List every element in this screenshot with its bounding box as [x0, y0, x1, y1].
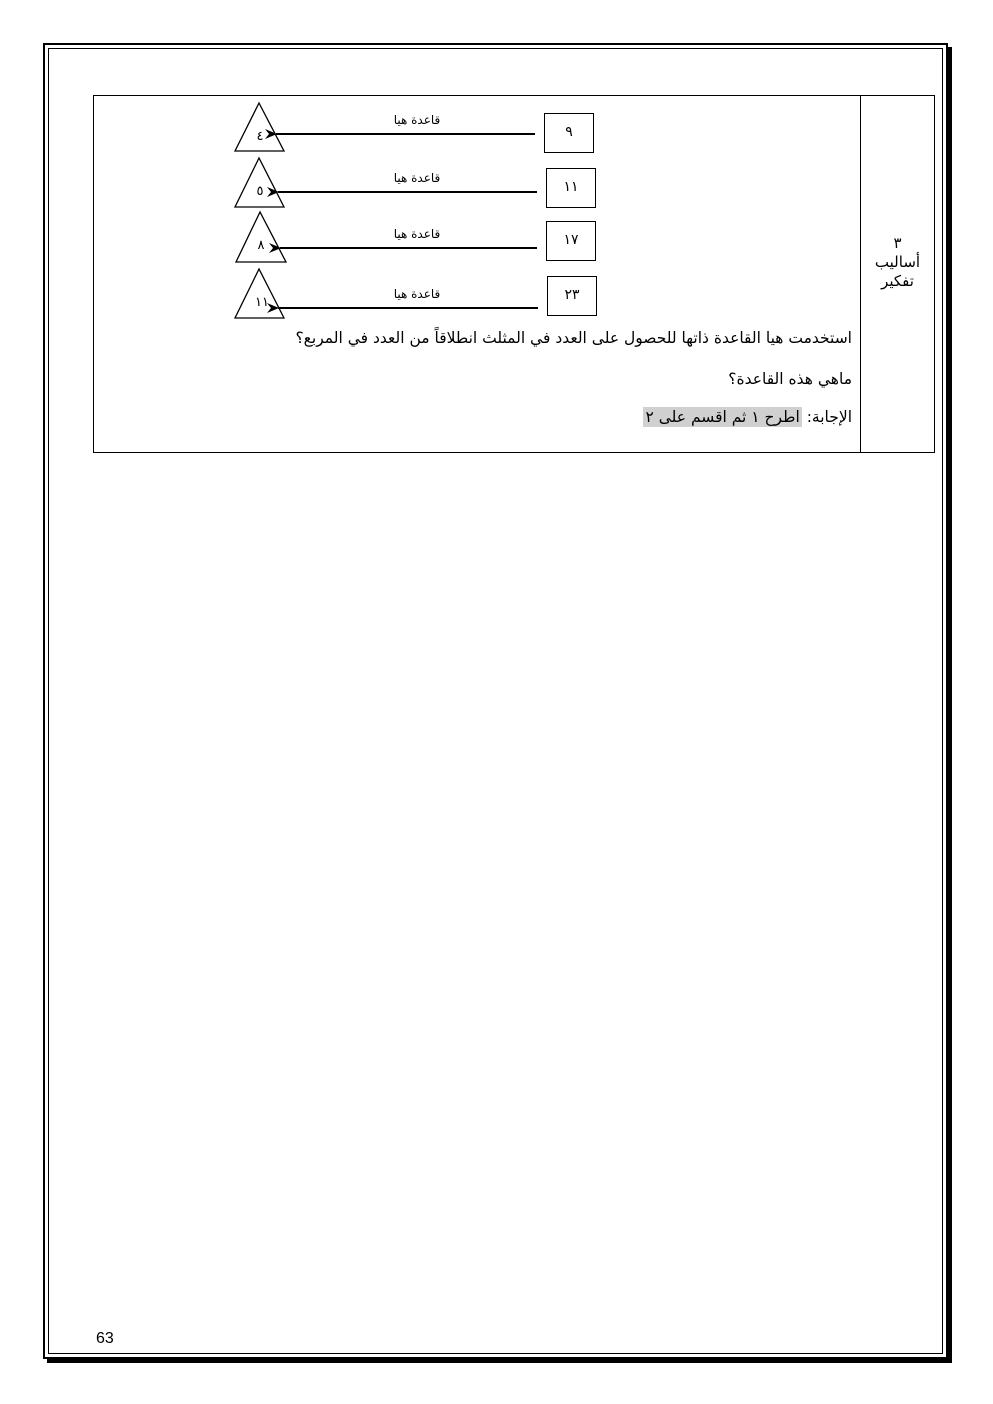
answer-line	[643, 408, 852, 426]
section-title-line2: تفكير	[881, 272, 914, 290]
rule-label-1: قاعدة هيا	[393, 113, 441, 127]
triangle-number-4: ١١	[255, 295, 269, 310]
answer-value: اطرح ١ ثم اقسم على ٢	[645, 408, 800, 426]
triangle-shape-3	[236, 212, 286, 262]
section-number: ٣	[893, 234, 902, 252]
sub-question-text: ماهي هذه القاعدة؟	[728, 370, 852, 388]
diagram-shapes	[94, 96, 860, 326]
square-box-1: ٩	[544, 113, 594, 153]
section-title-line1: أساليب	[874, 253, 921, 271]
answer-label: الإجابة:	[806, 408, 852, 426]
rule-label-4: قاعدة هيا	[393, 287, 441, 301]
triangle-shape-4	[235, 269, 284, 318]
triangle-number-1: ٤	[256, 129, 264, 144]
question-text: استخدمت هيا القاعدة ذاتها للحصول على العدد في المثلث انطلاقاً من العدد في المربع؟	[295, 329, 852, 347]
square-box-3: ١٧	[546, 221, 596, 261]
section-cell	[860, 96, 934, 452]
rule-label-3: قاعدة هيا	[393, 227, 441, 241]
triangle-shape-2	[235, 158, 284, 207]
square-box-2: ١١	[546, 168, 596, 208]
square-box-4: ٢٣	[547, 276, 597, 316]
rule-label-2: قاعدة هيا	[393, 171, 441, 185]
section-label	[861, 234, 934, 291]
page-number: 63	[96, 1330, 114, 1347]
triangle-number-3: ٨	[257, 238, 265, 253]
triangle-number-2: ٥	[256, 184, 264, 199]
question-table	[93, 95, 935, 453]
